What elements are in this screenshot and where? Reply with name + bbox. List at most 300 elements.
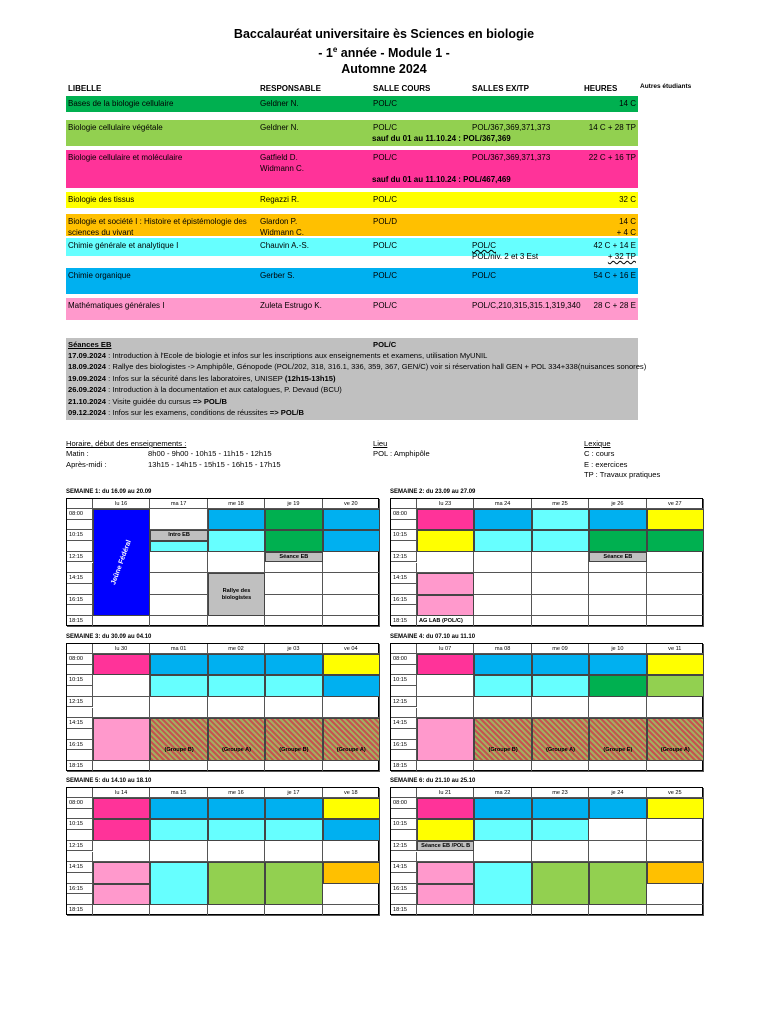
week-grid — [66, 498, 379, 626]
course-table-header — [66, 82, 696, 96]
course-libelle: Chimie générale et analytique I — [68, 241, 179, 250]
day-header: ve 11 — [647, 644, 704, 654]
title-line-3: Automne 2024 — [341, 62, 427, 77]
schedule-block — [150, 862, 207, 905]
grid-cell — [532, 761, 589, 772]
day-header: ma 01 — [150, 644, 207, 654]
week-grid — [66, 643, 379, 771]
schedule-block — [647, 718, 704, 761]
week-grid — [390, 498, 703, 626]
schedule-block — [265, 675, 322, 696]
matin-label: Matin : — [66, 449, 89, 459]
course-row — [66, 120, 638, 144]
time-cell: 14:15 — [391, 718, 417, 729]
day-header: je 26 — [589, 499, 646, 509]
grid-cell — [532, 595, 589, 616]
schedule-block — [93, 509, 150, 616]
course-row — [66, 268, 638, 294]
course-heures — [619, 194, 636, 205]
schedule-block — [323, 718, 380, 761]
time-cell — [391, 686, 417, 697]
time-cell: 14:15 — [391, 573, 417, 584]
schedule-block — [474, 718, 531, 761]
time-cell — [391, 809, 417, 820]
week-label: SEMAINE 2: du 23.09 au 27.09 — [390, 489, 476, 495]
schedule-block — [474, 819, 531, 840]
grid-cell — [208, 905, 265, 916]
block-label: Jeûne Fédéral — [110, 539, 134, 586]
course-libelle: Bases de la biologie cellulaire — [68, 99, 174, 108]
time-cell — [67, 563, 93, 574]
schedule-block — [417, 798, 474, 819]
time-cell — [391, 873, 417, 884]
course-salles-ex: POL/C,210,315,315.1,319,340 — [472, 301, 581, 310]
schedule-block — [474, 509, 531, 530]
block-label: Séance EB /POL B — [421, 842, 471, 849]
schedule-block — [323, 675, 380, 696]
course-resp-2: Widmann C. — [260, 228, 305, 237]
schedule-block — [150, 819, 207, 840]
course-libelle: Biologie et société I : Histoire et épistémologie des sciences du vivant — [68, 217, 247, 237]
schedule-block — [589, 798, 646, 819]
block-label: (Groupe B) — [488, 746, 518, 753]
time-cell: 10:15 — [67, 675, 93, 686]
eb-text: : Rallye des biologistes -> Amphipôle, Génopode (POL/202, 318, 316.1, 336, 359, 367, GEN/C) voir si réservation hall GEN + POL 334+338(nuisances sonores) — [106, 362, 647, 372]
schedule-block — [532, 675, 589, 696]
eb-date: 18.09.2024 — [68, 362, 107, 372]
schedule-block — [150, 530, 207, 541]
course-heures-1: 32 C — [619, 195, 636, 204]
grid-cell — [93, 841, 150, 862]
eb-sessions — [66, 338, 647, 420]
course-salle-cours: POL/C — [373, 195, 398, 204]
course-heures-2: + 4 C — [616, 228, 636, 237]
time-cell — [391, 708, 417, 719]
grid-cell — [93, 616, 150, 627]
schedule-block — [532, 509, 589, 530]
grid-cell — [589, 697, 646, 718]
horaire-block — [66, 439, 281, 470]
schedule-block — [265, 509, 322, 530]
schedule-block — [150, 541, 207, 552]
title-line-1: Baccalauréat universitaire ès Sciences en biologie — [233, 27, 535, 41]
grid-cell — [532, 905, 589, 916]
day-header: me 02 — [208, 644, 265, 654]
schedule-block — [208, 509, 265, 530]
time-cell: 10:15 — [67, 530, 93, 541]
block-label: (Groupe A) — [660, 746, 690, 753]
document-title — [0, 26, 768, 77]
schedule-block — [647, 798, 704, 819]
schedule-block — [417, 884, 474, 905]
grid-corner — [391, 499, 417, 509]
grid-cell — [417, 675, 474, 696]
grid-cell — [208, 552, 265, 573]
grid-cell — [323, 616, 380, 627]
course-resp-2: Widmann C. — [260, 164, 305, 173]
schedule-block — [417, 819, 474, 840]
grid-cell — [150, 595, 207, 616]
time-cell: 08:00 — [67, 798, 93, 809]
day-header: lu 23 — [417, 499, 474, 509]
grid-cell — [474, 841, 531, 862]
grid-corner — [67, 788, 93, 798]
day-header: lu 21 — [417, 788, 474, 798]
schedule-block — [647, 675, 704, 696]
schedule-block — [323, 530, 380, 551]
schedule-block — [417, 616, 474, 627]
schedule-block — [417, 530, 474, 551]
week-grid — [66, 787, 379, 915]
grid-cell — [647, 761, 704, 772]
course-salle-cours: POL/D — [373, 217, 398, 226]
day-header: ve 18 — [323, 788, 380, 798]
course-responsable — [260, 122, 370, 133]
course-resp-1: Glardon P. — [260, 217, 298, 226]
course-salles-ex-2: POL/niv. 2 et 3 Est — [472, 252, 539, 261]
schedule-block — [208, 862, 265, 905]
eb-line — [68, 407, 636, 418]
grid-cell — [474, 905, 531, 916]
time-cell: 16:15 — [391, 884, 417, 895]
schedule-block — [265, 654, 322, 675]
schedule-block — [417, 841, 474, 852]
eb-text: : Visite guidée du cursus — [106, 396, 193, 406]
course-heures — [589, 122, 636, 133]
header-responsable: RESPONSABLE — [260, 84, 321, 93]
course-responsable — [260, 98, 370, 109]
grid-cell — [150, 761, 207, 772]
day-header: ve 25 — [647, 788, 704, 798]
time-cell: 14:15 — [67, 573, 93, 584]
grid-cell — [150, 509, 207, 530]
schedule-block — [474, 675, 531, 696]
schedule-block — [417, 595, 474, 616]
day-header: ma 17 — [150, 499, 207, 509]
course-responsable — [260, 270, 370, 281]
grid-cell — [474, 595, 531, 616]
eb-date: 09.12.2024 — [68, 408, 107, 418]
time-cell: 16:15 — [67, 595, 93, 606]
eb-bold-tail: => POL/B — [192, 396, 228, 406]
schedule-block — [265, 552, 322, 563]
schedule-block — [323, 509, 380, 530]
time-cell — [391, 830, 417, 841]
course-row — [66, 298, 638, 320]
schedule-block — [323, 862, 380, 883]
day-header: je 19 — [265, 499, 322, 509]
time-cell — [67, 584, 93, 595]
course-resp-1: Gatfield D. — [260, 153, 298, 162]
block-label: Séance EB — [279, 553, 309, 560]
eb-line — [68, 396, 636, 407]
schedule-block — [474, 530, 531, 551]
time-cell: 12:15 — [391, 697, 417, 708]
lieu-value: POL : Amphipôle — [373, 449, 430, 459]
day-header: je 10 — [589, 644, 646, 654]
schedule-block — [417, 573, 474, 594]
time-cell — [67, 520, 93, 531]
header-salles-ex: SALLES EX/TP — [472, 84, 529, 93]
schedule-block — [323, 654, 380, 675]
course-heures-1: 28 C + 28 E — [593, 301, 636, 310]
block-label: (Groupe B) — [164, 746, 194, 753]
schedule-block — [589, 530, 646, 551]
grid-cell — [150, 697, 207, 718]
header-salle-cours: SALLE COURS — [373, 84, 431, 93]
lexique-c: C : cours — [584, 449, 615, 459]
time-cell: 18:15 — [67, 905, 93, 916]
schedule-block — [208, 530, 265, 551]
course-resp-1: Gerber S. — [260, 271, 295, 280]
schedule-block — [417, 862, 474, 883]
schedule-block — [93, 798, 150, 819]
day-header: ve 27 — [647, 499, 704, 509]
schedule-block — [265, 718, 322, 761]
time-cell — [67, 750, 93, 761]
schedule-block — [589, 675, 646, 696]
grid-cell — [208, 761, 265, 772]
grid-cell — [323, 552, 380, 573]
course-heures — [619, 98, 636, 109]
header-libelle: LIBELLE — [68, 84, 102, 93]
course-salle-cours: POL/C — [373, 123, 398, 132]
time-cell — [391, 852, 417, 863]
time-cell: 12:15 — [67, 697, 93, 708]
schedule-block — [589, 509, 646, 530]
week-grid — [390, 787, 703, 915]
grid-cell — [589, 595, 646, 616]
time-cell: 18:15 — [391, 761, 417, 772]
eb-text: : Introduction à la documentation et aux catalogues, P. Devaud (BCU) — [106, 385, 342, 395]
time-cell: 14:15 — [67, 862, 93, 873]
time-cell: 16:15 — [391, 595, 417, 606]
course-exception: sauf du 01 au 11.10.24 : POL/467,469 — [372, 175, 511, 184]
block-label: (Groupe A) — [336, 746, 366, 753]
matin-times: 8h00 - 9h00 - 10h15 - 11h15 - 12h15 — [148, 449, 272, 459]
eb-date: 26.09.2024 — [68, 385, 107, 395]
grid-cell — [532, 841, 589, 862]
time-cell: 08:00 — [391, 509, 417, 520]
time-cell — [67, 708, 93, 719]
time-cell — [391, 584, 417, 595]
eb-line — [68, 361, 647, 372]
time-cell — [67, 894, 93, 905]
grid-cell — [589, 761, 646, 772]
day-header: me 23 — [532, 788, 589, 798]
eb-date: 19.09.2024 — [68, 373, 107, 383]
grid-cell — [323, 697, 380, 718]
time-cell — [67, 686, 93, 697]
course-resp-1: Geldner N. — [260, 99, 299, 108]
schedule-block — [417, 718, 474, 761]
horaire-title: Horaire, début des enseignements : — [66, 439, 187, 448]
day-header: me 25 — [532, 499, 589, 509]
course-salles-ex: POL/367,369,371,373 — [472, 153, 551, 162]
course-libelle: Biologie cellulaire végétale — [68, 123, 163, 132]
course-responsable — [260, 240, 370, 251]
time-cell — [67, 873, 93, 884]
grid-corner — [391, 788, 417, 798]
block-label: Rallye des biologistes — [221, 587, 252, 601]
aprem-times: 13h15 - 14h15 - 15h15 - 16h15 - 17h15 — [148, 459, 281, 469]
schedule-block — [93, 819, 150, 840]
grid-cell — [150, 573, 207, 594]
time-cell — [67, 729, 93, 740]
grid-cell — [265, 905, 322, 916]
schedule-block — [93, 884, 150, 905]
week-label: SEMAINE 5: du 14.10 au 18.10 — [66, 778, 152, 784]
day-header: lu 07 — [417, 644, 474, 654]
grid-cell — [417, 697, 474, 718]
time-cell: 08:00 — [391, 654, 417, 665]
grid-cell — [417, 761, 474, 772]
schedule-block — [265, 819, 322, 840]
block-label: Intro EB — [168, 532, 190, 539]
block-label: (Groupe A) — [545, 746, 575, 753]
time-cell: 12:15 — [391, 841, 417, 852]
course-responsable — [260, 216, 370, 238]
schedule-block — [647, 530, 704, 551]
course-heures — [594, 270, 636, 281]
course-salle-cours: POL/C — [373, 271, 398, 280]
lexique-title: Lexique — [584, 439, 611, 448]
time-cell: 18:15 — [391, 616, 417, 627]
course-heures-1: 14 C + 28 TP — [588, 123, 636, 132]
block-label: (Groupe A) — [221, 746, 251, 753]
schedule-block — [589, 862, 646, 905]
time-cell: 08:00 — [67, 654, 93, 665]
grid-cell — [265, 697, 322, 718]
grid-cell — [589, 819, 646, 840]
schedule-block — [532, 718, 589, 761]
day-header: ma 24 — [474, 499, 531, 509]
schedule-block — [208, 573, 265, 616]
course-heures — [594, 240, 636, 262]
grid-cell — [417, 552, 474, 573]
grid-cell — [532, 552, 589, 573]
lexique-block — [584, 439, 660, 481]
schedule-block — [150, 654, 207, 675]
schedule-block — [208, 654, 265, 675]
course-salle-cours: POL/C — [373, 241, 398, 250]
course-exception: sauf du 01 au 11.10.24 : POL/367,369 — [372, 134, 511, 143]
schedule-block — [93, 718, 150, 761]
schedule-block — [474, 798, 531, 819]
schedule-block — [589, 654, 646, 675]
time-cell — [67, 665, 93, 676]
grid-cell — [265, 616, 322, 627]
lexique-tp: TP : Travaux pratiques — [584, 470, 661, 480]
grid-cell — [323, 595, 380, 616]
grid-cell — [208, 616, 265, 627]
course-heures — [617, 216, 636, 238]
week-label: SEMAINE 1: du 16.09 au 20.09 — [66, 489, 152, 495]
time-cell: 14:15 — [391, 862, 417, 873]
grid-cell — [474, 616, 531, 627]
time-cell: 10:15 — [391, 530, 417, 541]
course-salle-cours: POL/C — [373, 301, 398, 310]
time-cell — [391, 750, 417, 761]
lieu-block — [373, 439, 430, 460]
schedule-block — [589, 552, 646, 563]
eb-title: Séances EB — [68, 340, 112, 349]
day-header: lu 30 — [93, 644, 150, 654]
course-row — [66, 150, 638, 188]
course-heures-1: 42 C + 14 E — [593, 241, 636, 250]
grid-cell — [647, 552, 704, 573]
header-heures: HEURES — [584, 84, 618, 93]
grid-cell — [589, 616, 646, 627]
course-heures — [594, 300, 636, 311]
course-salles-ex: POL/C — [472, 271, 497, 280]
schedule-block — [208, 718, 265, 761]
grid-cell — [647, 697, 704, 718]
schedule-block — [589, 718, 646, 761]
eb-text: : Infos sur les examens, conditions de réussites — [106, 408, 270, 418]
week-grid — [390, 643, 703, 771]
grid-cell — [474, 552, 531, 573]
time-cell — [67, 541, 93, 552]
course-heures-2: + 32 TP — [607, 252, 636, 261]
course-row — [66, 238, 638, 268]
eb-place: POL/C — [373, 340, 397, 349]
schedule-block — [208, 819, 265, 840]
schedule-block — [150, 675, 207, 696]
course-libelle: Mathématiques générales I — [68, 301, 165, 310]
grid-cell — [265, 761, 322, 772]
course-row — [66, 214, 638, 236]
grid-cell — [474, 573, 531, 594]
course-row — [66, 192, 638, 208]
time-cell: 08:00 — [391, 798, 417, 809]
schedule-block — [93, 862, 150, 883]
course-responsable — [260, 300, 370, 311]
course-row — [66, 96, 638, 112]
day-header: ma 15 — [150, 788, 207, 798]
eb-text: : Infos sur la sécurité dans les laboratoires, UNISEP — [106, 373, 285, 383]
schedule-block — [474, 654, 531, 675]
time-cell: 10:15 — [391, 675, 417, 686]
schedule-block — [150, 552, 207, 563]
eb-date: 21.10.2024 — [68, 396, 107, 406]
title-line-2: - 1e année - Module 1 - — [318, 45, 450, 61]
grid-cell — [474, 761, 531, 772]
course-resp-1: Geldner N. — [260, 123, 299, 132]
time-cell: 16:15 — [391, 740, 417, 751]
eb-bold-tail: => POL/B — [269, 408, 304, 418]
time-cell: 12:15 — [67, 552, 93, 563]
grid-cell — [93, 761, 150, 772]
lexique-e: E : exercices — [584, 459, 628, 469]
grid-cell — [647, 573, 704, 594]
schedule-block — [647, 654, 704, 675]
schedule-block — [532, 798, 589, 819]
grid-cell — [93, 697, 150, 718]
schedule-block — [265, 862, 322, 905]
time-cell: 08:00 — [67, 509, 93, 520]
grid-cell — [647, 841, 704, 862]
time-cell — [67, 809, 93, 820]
time-cell: 18:15 — [67, 616, 93, 627]
week-label: SEMAINE 4: du 07.10 au 11.10 — [390, 634, 476, 640]
schedule-block — [150, 718, 207, 761]
day-header: ma 08 — [474, 644, 531, 654]
grid-cell — [323, 761, 380, 772]
day-header: ma 22 — [474, 788, 531, 798]
grid-cell — [208, 841, 265, 862]
grid-cell — [532, 573, 589, 594]
